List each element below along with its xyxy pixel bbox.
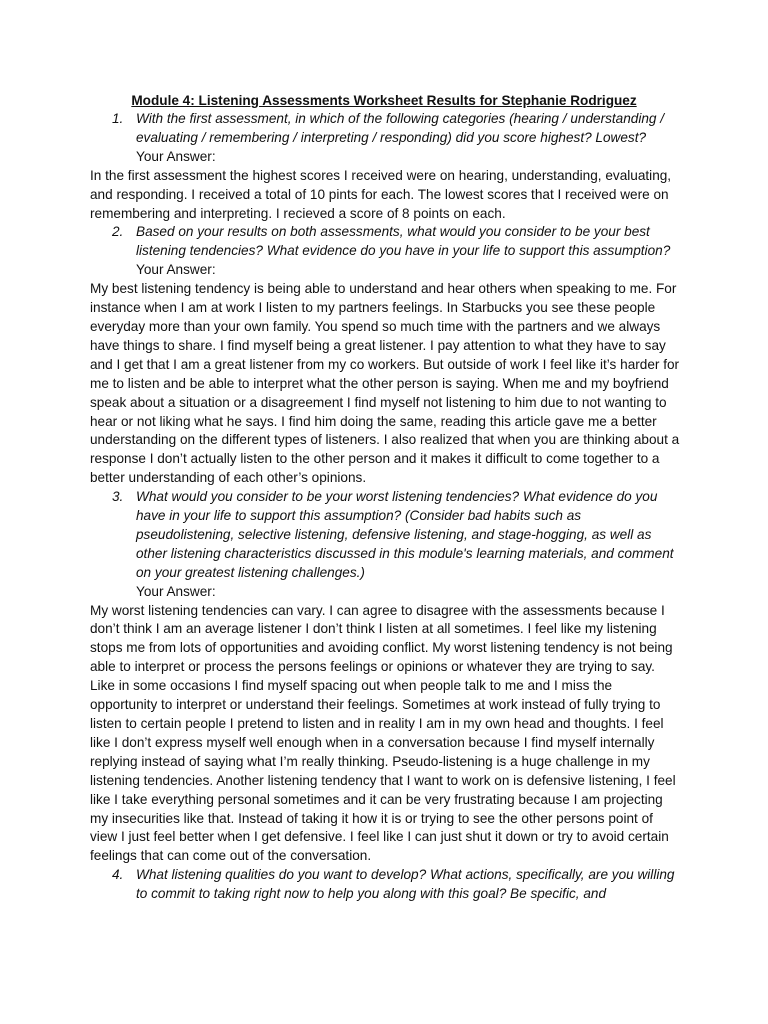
answer-label: Your Answer: bbox=[136, 262, 216, 278]
answer-2: My best listening tendency is being able to understand and hear others when speaking to me. For instance when I am at work I listen to my partners feelings. In Starbucks you see these people everyday more than your own family. You spend so much time with the partners and we always have things to share. I find myself being a great listener. I pay attention to what they have to say and I get that I am a great listener from my co workers. But outside of work I feel like it’s harder for me to listen and be able to interpret what the other person is saying. When me and my boyfriend speak about a situation or a disagreement I find myself not listening to him due to not wanting to hear or not liking what he says. I find him doing the same, reading this article gave me a better understanding on the different types of listeners. I also realized that when you are thinking about a response I don’t actually listen to the other person and it makes it difficult to come together to a better understanding of each other’s opinions. bbox=[90, 281, 680, 486]
question-number: 3. bbox=[112, 489, 124, 505]
answer-3: My worst listening tendencies can vary. I can agree to disagree with the assessments because I don’t think I am an average listener I don’t think I listen at all sometimes. I feel like my listening stops me from lots of opportunities and avoiding conflict. My worst listening tendency is not being able to interpret or process the persons feelings or opinions or whatever they are trying to say. Like in some occasions I find myself spacing out when people talk to me and I miss the opportunity to interpret or understand their feelings. Sometimes at work instead of fully trying to listen to certain people I pretend to listen and in reality I am in my own head and thoughts. I feel like I don’t express myself well enough when in a conversation because I find myself internally replying instead of saying what I’m really thinking. Pseudo-listening is a huge challenge in my listening tendencies. Another listening tendency that I want to work on is defensive listening, I feel like I take everything personal sometimes and it can be very frustrating because I am projecting my insecurities like that. Instead of taking it how it is or trying to see the other persons point of view I just feel better when I get defensive. I feel like I can just shut it down or try to avoid certain feelings that can come out of the conversation. bbox=[90, 602, 676, 864]
question-4 bbox=[90, 866, 680, 904]
question-text: What listening qualities do you want to develop? What actions, specifically, are you willing to commit to taking right now to help you along with this goal? Be specific, and bbox=[136, 867, 675, 902]
question-number: 2. bbox=[112, 224, 124, 240]
question-3 bbox=[90, 488, 680, 583]
question-2 bbox=[90, 223, 680, 261]
answer-1: In the first assessment the highest scores I received were on hearing, understanding, evaluating, and responding. I received a total of 10 pints for each. The lowest scores that I received were on remembering and interpreting. I recieved a score of 8 points on each. bbox=[90, 167, 672, 221]
question-text: What would you consider to be your worst listening tendencies? What evidence do you have in your life to support this assumption? (Consider bad habits such as pseudolistening, selective listening, defensive listening, and stage-hogging, as well as other listening characteristics discussed in this module's learning materials, and comment on your greatest listening challenges.) bbox=[136, 489, 674, 580]
question-text: Based on your results on both assessments, what would you consider to be your best listening tendencies? What evidence do you have in your life to support this assumption? bbox=[136, 224, 671, 259]
question-number: 1. bbox=[112, 111, 124, 126]
document-title: Module 4: Listening Assessments Worksheet Results for Stephanie Rodriguez bbox=[131, 93, 637, 108]
answer-label: Your Answer: bbox=[136, 583, 216, 599]
document-body bbox=[90, 110, 680, 904]
answer-label: Your Answer: bbox=[136, 148, 216, 164]
question-1 bbox=[90, 110, 680, 148]
question-text: With the first assessment, in which of the following categories (hearing / understanding / evaluating / remembering / interpreting / responding) did you score highest? Lowest? bbox=[136, 111, 665, 145]
question-number: 4. bbox=[112, 867, 124, 883]
